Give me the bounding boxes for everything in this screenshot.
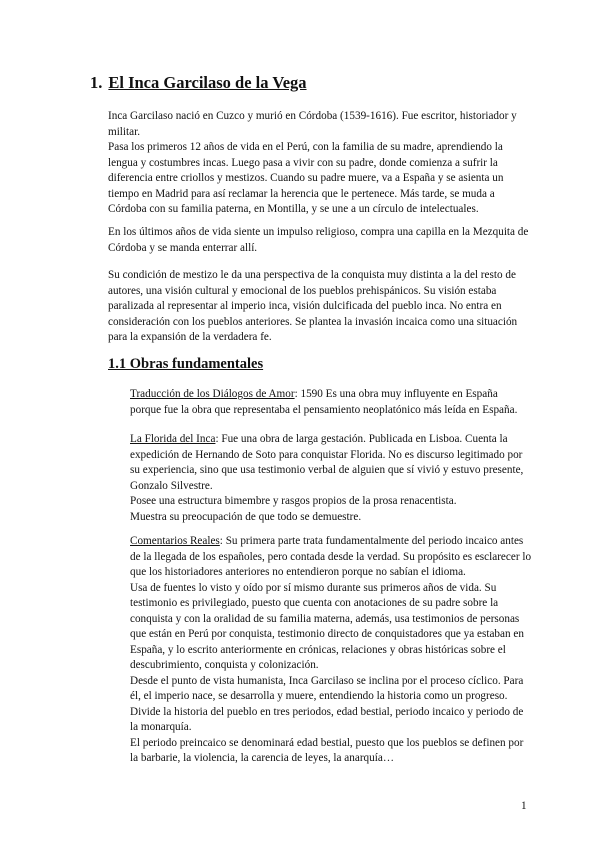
work-comentarios-reales (130, 534, 532, 767)
work-dialogos-de-amor (130, 387, 528, 418)
work-description: : Su primera parte trata fundamentalmente del periodo incaico antes (219, 535, 524, 547)
text-line: En los últimos años de vida siente un impulso religioso, compra una capilla en la Mezquita de (108, 226, 529, 238)
religion-paragraph (108, 225, 528, 256)
work-florida-del-inca (130, 432, 528, 525)
work-title: Comentarios Reales (130, 535, 220, 547)
text-line: Usa de fuentes lo visto y oído por sí mismo durante sus primeros años de vida. Su (130, 581, 497, 594)
page-number: 1 (521, 800, 527, 812)
text-line (130, 387, 528, 403)
text-line: que los historiadores anteriores no entendieron porque no sabían el idioma. (130, 566, 466, 578)
heading-number: 1. (90, 73, 103, 92)
text-line: El periodo preincaico se denominará edad bestial, puesto que los pueblos se definen por (130, 736, 524, 749)
text-line: Inca Garcilaso nació en Cuzco y murió en Córdoba (1539-1616). Fue escritor, historiador y (108, 110, 517, 122)
text-line: paralizada al representar al imperio inca, visión dulcificada del pueblo inca. No entra en (108, 300, 502, 312)
text-line: autores, una visión cultural y emocional de los pueblos prehispánicos. Su visión estaba (108, 284, 497, 297)
text-line: descubrimiento, conquista y colonización. (130, 659, 319, 671)
text-line: la monarquía. (130, 721, 192, 733)
text-line: Posee una estructura bimembre y rasgos propios de la prosa renacentista. (130, 495, 457, 507)
text-line: su experiencia, sino que usa testimonio verbal de alguien que sí vivió y estuvo presente, (130, 464, 524, 476)
text-line: España, y lo escrito anteriormente en crónicas, relaciones y obras históricas sobre el (130, 643, 506, 656)
text-line: consideración con los pueblos anteriores. Se plantea la invasión incaica como una situación (108, 315, 518, 328)
text-line: lengua y costumbres incas. Luego pasa a vivir con su padre, donde comienza a sufrir la (108, 156, 498, 169)
work-title: Traducción de los Diálogos de Amor (130, 388, 295, 400)
text-line: expedición de Hernando de Soto para conquistar Florida. No es discurso legitimado por (130, 448, 523, 461)
text-line: Gonzalo Silvestre. (130, 479, 213, 492)
work-description: : Fue una obra de larga gestación. Publicada en Lisboa. Cuenta la (215, 433, 508, 445)
work-description: : 1590 Es una obra muy influyente en España (294, 388, 498, 400)
text-line: testimonio es privilegiado, puesto que cuenta con anotaciones de su padre sobre la (130, 597, 499, 609)
text-line: conquista y con la oralidad de su familia materna, además, usa testimonios de personas (130, 612, 520, 625)
text-line: Córdoba con su familia paterna, en Montilla, y se une a un círculo de intelectuales. (108, 203, 479, 215)
text-line: que están en Perú por conquista, testimonio directo de conquistadores que ya estaban en (130, 628, 524, 640)
section-heading: 1.1 Obras fundamentales (108, 356, 264, 372)
text-line: la barbarie, la violencia, la carencia de leyes, la anarquía… (130, 752, 395, 764)
perspective-paragraph (108, 268, 528, 346)
text-line: porque fue la obra que representaba el pensamiento neoplatónico más leída en España. (130, 403, 518, 416)
text-line: tiempo en Madrid para así reclamar la herencia que le pertenece. Más tarde, se muda a (108, 187, 495, 200)
text-line: Desde el punto de vista humanista, Inca Garcilaso se inclina por el proceso cíclico. Para (130, 674, 524, 687)
text-line (130, 432, 528, 448)
text-line: Muestra su preocupación de que todo se demuestre. (130, 510, 362, 523)
heading-title: El Inca Garcilaso de la Vega (108, 73, 307, 92)
text-line: él, el imperio nace, se desarrolla y muere, entendiendo la historia como un progreso. (130, 690, 508, 702)
text-line: Pasa los primeros 12 años de vida en el Perú, con la familia de su madre, aprendiendo la (108, 141, 503, 153)
text-line: diferencia entre criollos y mestizos. Cuando su padre muere, va a España y se asienta un (108, 172, 504, 184)
intro-paragraph (108, 109, 528, 218)
text-line: de la llegada de los españoles, pero contada desde la verdad. Su propósito es esclarecer lo (130, 550, 532, 563)
text-line: para la expansión de la verdadera fe. (108, 331, 272, 343)
text-line: Su condición de mestizo le da una perspectiva de la conquista muy distinta a la del resto de (108, 269, 516, 281)
text-line: militar. (108, 125, 141, 138)
text-line: Divide la historia del pueblo en tres periodos, edad bestial, periodo incaico y periodo de (130, 705, 524, 718)
text-line (130, 534, 528, 550)
page-title (90, 73, 307, 93)
work-title: La Florida del Inca (130, 433, 216, 445)
text-line: Córdoba y se manda enterrar allí. (108, 241, 258, 254)
